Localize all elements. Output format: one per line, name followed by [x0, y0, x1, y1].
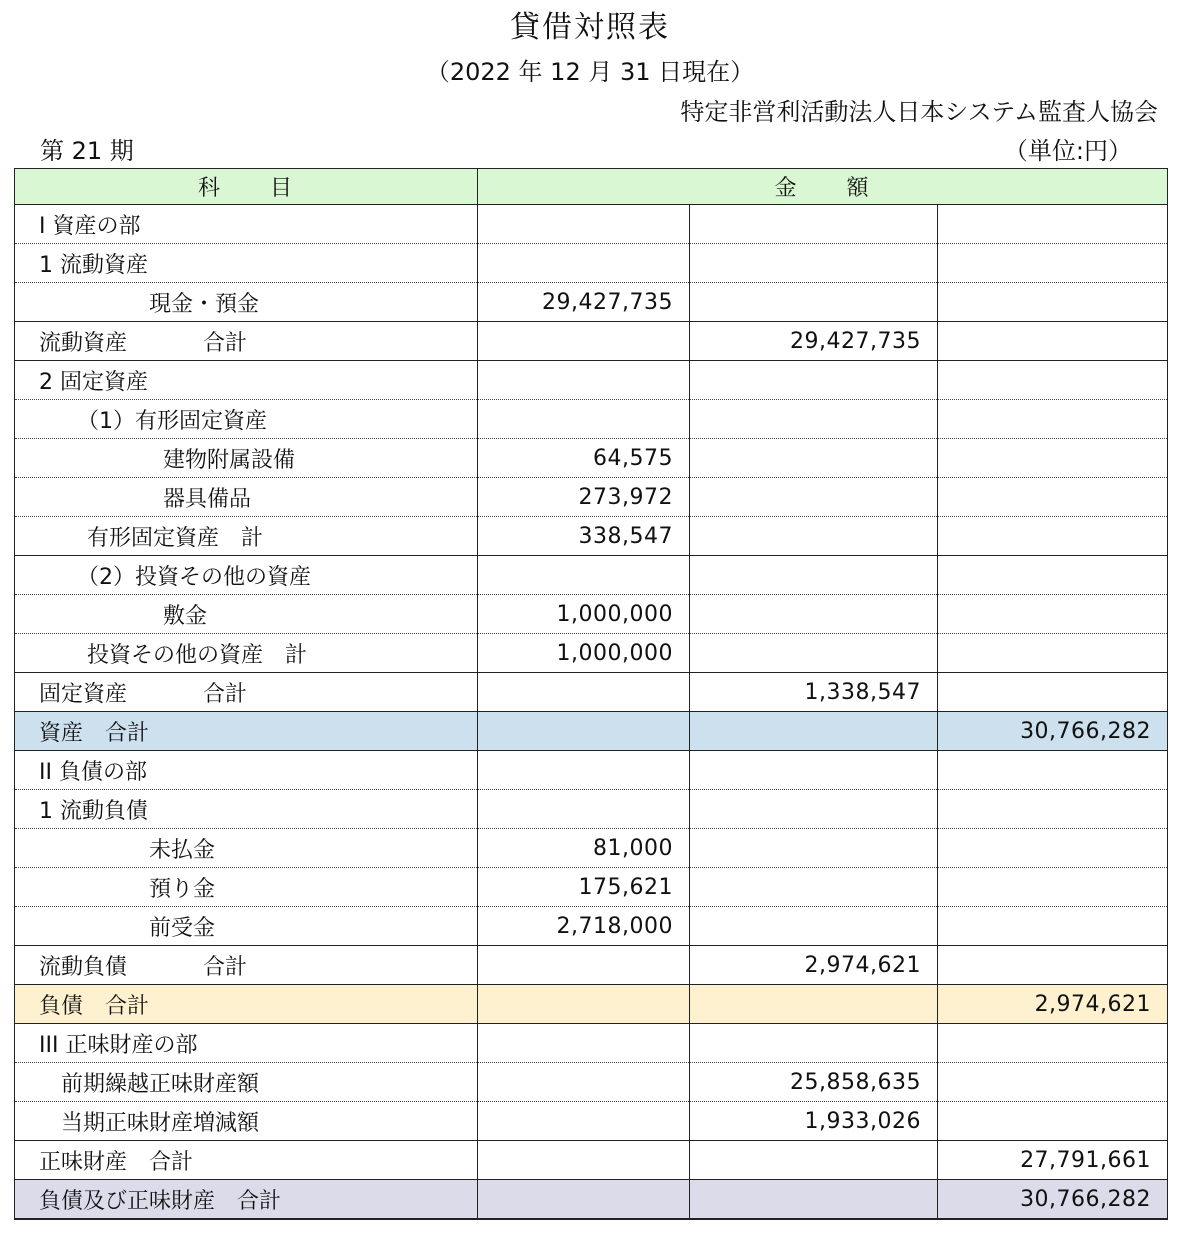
- row-label: 建物附属設備: [15, 439, 478, 478]
- amount-cell: [478, 673, 690, 712]
- amount-cell: 1,338,547: [690, 673, 938, 712]
- amount-cell: [478, 400, 690, 439]
- table-row: [15, 868, 1168, 907]
- amount-cell: [690, 829, 938, 868]
- table-row: [15, 244, 1168, 283]
- row-label: 負債 合計: [15, 985, 478, 1024]
- amount-cell: [938, 790, 1168, 829]
- amount-cell: 1,933,026: [690, 1102, 938, 1141]
- table-row: [15, 478, 1168, 517]
- fiscal-period: 第 21 期: [40, 137, 134, 165]
- row-label: 前期繰越正味財産額: [15, 1063, 478, 1102]
- amount-cell: 273,972: [478, 478, 690, 517]
- amount-cell: [938, 556, 1168, 595]
- amount-cell: [938, 322, 1168, 361]
- amount-cell: [938, 634, 1168, 673]
- amount-cell: 27,791,661: [938, 1141, 1168, 1180]
- amount-cell: [478, 556, 690, 595]
- row-label: 現金・預金: [15, 283, 478, 322]
- table-header-row: [15, 169, 1168, 205]
- table-row: [15, 907, 1168, 946]
- amount-cell: [938, 205, 1168, 244]
- amount-cell: 2,974,621: [690, 946, 938, 985]
- amount-cell: [478, 361, 690, 400]
- table-row: [15, 595, 1168, 634]
- amount-cell: [690, 244, 938, 283]
- row-label: 資産 合計: [15, 712, 478, 751]
- amount-cell: [938, 244, 1168, 283]
- table-row: [15, 1024, 1168, 1063]
- liabilities-total-row: [15, 985, 1168, 1024]
- table-row: [15, 205, 1168, 244]
- amount-cell: [478, 1102, 690, 1141]
- amount-cell: [478, 1141, 690, 1180]
- row-label: （2）投資その他の資産: [15, 556, 478, 595]
- page-title: 貸借対照表: [510, 10, 670, 45]
- amount-cell: [938, 595, 1168, 634]
- amount-cell: [938, 439, 1168, 478]
- row-label-name: 固定資産: [39, 681, 128, 707]
- table-row: [15, 517, 1168, 556]
- amount-cell: [690, 595, 938, 634]
- amount-cell: 30,766,282: [938, 712, 1168, 751]
- row-label-total: 合計: [203, 681, 248, 707]
- amount-cell: 2,974,621: [938, 985, 1168, 1024]
- amount-cell: [690, 205, 938, 244]
- amount-cell: [478, 1024, 690, 1063]
- table-row: [15, 439, 1168, 478]
- row-label-total: 合計: [203, 330, 248, 356]
- table-row: [15, 946, 1168, 985]
- amount-cell: [690, 868, 938, 907]
- table-row: [15, 751, 1168, 790]
- row-label-name: 流動負債: [39, 954, 128, 980]
- grand-total-row: [15, 1180, 1168, 1220]
- amount-cell: 25,858,635: [690, 1063, 938, 1102]
- amount-column-header: 金 額: [478, 169, 1168, 205]
- amount-cell: [938, 517, 1168, 556]
- amount-cell: 81,000: [478, 829, 690, 868]
- amount-cell: [938, 400, 1168, 439]
- row-label-name: 流動資産: [39, 330, 128, 356]
- amount-cell: [690, 439, 938, 478]
- amount-cell: [938, 361, 1168, 400]
- amount-cell: [690, 985, 938, 1024]
- balance-sheet-table: [14, 168, 1168, 1220]
- amount-cell: [690, 400, 938, 439]
- row-label: I 資産の部: [15, 205, 478, 244]
- row-label: 正味財産 合計: [15, 1141, 478, 1180]
- table-row: [15, 790, 1168, 829]
- amount-cell: [938, 868, 1168, 907]
- amount-cell: [690, 712, 938, 751]
- row-label: 未払金: [15, 829, 478, 868]
- amount-cell: [690, 751, 938, 790]
- table-row: [15, 634, 1168, 673]
- amount-cell: [478, 1063, 690, 1102]
- row-label: 預り金: [15, 868, 478, 907]
- amount-cell: 29,427,735: [690, 322, 938, 361]
- row-label: II 負債の部: [15, 751, 478, 790]
- amount-cell: [690, 907, 938, 946]
- amount-cell: 64,575: [478, 439, 690, 478]
- subject-column-header: 科 目: [15, 169, 478, 205]
- organization-name: 特定非営利活動法人日本システム監査人協会: [680, 98, 1158, 126]
- amount-cell: [478, 205, 690, 244]
- table-row: [15, 1141, 1168, 1180]
- amount-cell: [478, 790, 690, 829]
- table-row: [15, 829, 1168, 868]
- amount-cell: [938, 478, 1168, 517]
- table-row: [15, 1102, 1168, 1141]
- amount-cell: 175,621: [478, 868, 690, 907]
- currency-unit: （単位:円）: [1003, 137, 1132, 165]
- amount-cell: [478, 244, 690, 283]
- row-label: III 正味財産の部: [15, 1024, 478, 1063]
- table-row: [15, 1063, 1168, 1102]
- amount-cell: [478, 985, 690, 1024]
- row-label: 器具備品: [15, 478, 478, 517]
- row-label: 前受金: [15, 907, 478, 946]
- amount-cell: [938, 946, 1168, 985]
- amount-cell: [938, 1063, 1168, 1102]
- report-date: （2022 年 12 月 31 日現在）: [425, 58, 755, 86]
- amount-cell: [938, 829, 1168, 868]
- amount-cell: [690, 634, 938, 673]
- table-row: [15, 322, 1168, 361]
- row-label: 敷金: [15, 595, 478, 634]
- amount-cell: [478, 946, 690, 985]
- amount-cell: [690, 478, 938, 517]
- amount-cell: [690, 1024, 938, 1063]
- amount-cell: [938, 1102, 1168, 1141]
- table-row: [15, 400, 1168, 439]
- amount-cell: [938, 751, 1168, 790]
- table-row: [15, 283, 1168, 322]
- amount-cell: [690, 517, 938, 556]
- row-label: 投資その他の資産 計: [15, 634, 478, 673]
- table-row: [15, 673, 1168, 712]
- amount-cell: [938, 283, 1168, 322]
- row-label: （1）有形固定資産: [15, 400, 478, 439]
- amount-cell: [690, 556, 938, 595]
- amount-cell: [690, 1141, 938, 1180]
- assets-total-row: [15, 712, 1168, 751]
- row-label: [15, 946, 478, 985]
- amount-cell: [938, 907, 1168, 946]
- amount-cell: [478, 751, 690, 790]
- amount-cell: 30,766,282: [938, 1180, 1168, 1220]
- amount-cell: 2,718,000: [478, 907, 690, 946]
- amount-cell: 1,000,000: [478, 595, 690, 634]
- row-label: 負債及び正味財産 合計: [15, 1180, 478, 1220]
- amount-cell: [690, 790, 938, 829]
- table-row: [15, 361, 1168, 400]
- row-label: 2 固定資産: [15, 361, 478, 400]
- amount-cell: [478, 712, 690, 751]
- amount-cell: [690, 1180, 938, 1220]
- amount-cell: 29,427,735: [478, 283, 690, 322]
- amount-cell: [690, 283, 938, 322]
- amount-cell: 338,547: [478, 517, 690, 556]
- row-label-total: 合計: [203, 954, 248, 980]
- row-label: 当期正味財産増減額: [15, 1102, 478, 1141]
- row-label: 1 流動資産: [15, 244, 478, 283]
- table-row: [15, 556, 1168, 595]
- row-label: [15, 322, 478, 361]
- amount-cell: [690, 361, 938, 400]
- row-label: [15, 673, 478, 712]
- row-label: 有形固定資産 計: [15, 517, 478, 556]
- amount-cell: [938, 1024, 1168, 1063]
- amount-cell: [938, 673, 1168, 712]
- amount-cell: [478, 322, 690, 361]
- amount-cell: [478, 1180, 690, 1220]
- amount-cell: 1,000,000: [478, 634, 690, 673]
- row-label: 1 流動負債: [15, 790, 478, 829]
